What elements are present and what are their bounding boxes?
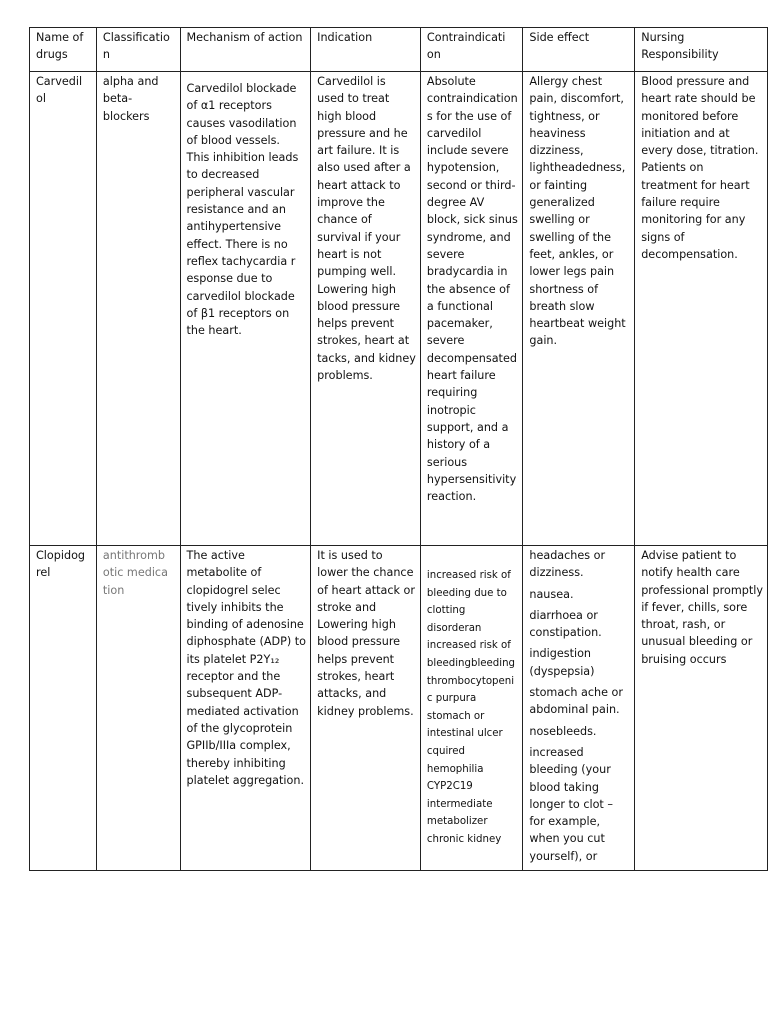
drug-name-cell: Clopidog rel [30,546,97,871]
header-row [30,28,768,72]
header-name: Name of drugs [30,28,97,72]
side-effect-item: stomach ache or abdominal pain. [529,686,623,717]
classification-cell: alpha and beta-blockers [96,72,180,546]
side-effect-item: nosebleeds. [529,724,597,738]
side-effect-item: indigestion (dyspepsia) [529,647,595,678]
side-effect-item: headaches or dizziness. [529,549,606,580]
header-contraindication: Contraindicati on [420,28,522,72]
nursing-cell: Advise patient to notify health care professional promptly if fever, chills, sore throat, rash, or unusual bleeding or bruising occurs [635,546,768,871]
contraindication-cell: Absolute contraindications for the use of carvedilol include severe hypotension, second or third-degree AV block, sick sinus syndrome, and severe bradycardia in the absence of a functional pacemaker, severe decompensated heart failure requiring inotropic support, and a history of a serious hypersensitivity reaction. [420,72,522,546]
indication-cell: Carvedilol is used to treat high blood pressure and he art failure. It is also used after a heart attack to improve the chance of survival if your heart is not pumping well. Lowering high blood pressure helps prevent strokes, heart at tacks, and kidney problems. [311,72,421,546]
table-row [30,546,768,871]
drug-name-cell: Carvedil ol [30,72,97,546]
contraindication-text: increased risk of bleeding due to clotting disorderan increased risk of bleedingbleeding thrombocytopenic purpura stomach or intestinal ulcer cquired hemophilia CYP2C19 intermediate metabolizer chronic kidney [426,570,516,845]
header-indication: Indication [311,28,421,72]
side-effect-item: nausea. [529,587,574,601]
header-nursing: Nursing Responsibility [635,28,768,72]
side-effect-cell [523,546,635,871]
header-mechanism: Mechanism of action [180,28,311,72]
mechanism-cell: Carvedilol blockade of α1 receptors causes vasodilation of blood vessels. This inhibition leads to decreased peripheral vascular resistance and an antihypertensive effect. There is no reflex tachycardia r esponse due to carvedilol blockade of β1 receptors on the heart. [180,72,311,546]
header-classification: Classificatio n [96,28,180,72]
side-effect-item: increased bleeding (your blood taking longer to clot – for example, when you cut yourself), or [529,745,613,863]
classification-cell: antithromb otic medica tion [96,546,180,871]
contraindication-cell [420,546,522,871]
indication-cell: It is used to lower the chance of heart attack or stroke and Lowering high blood pressure helps prevent strokes, heart attacks, and kidney problems. [311,546,421,871]
side-effect-item: diarrhoea or constipation. [529,608,602,640]
mechanism-cell: The active metabolite of clopidogrel selec tively inhibits the binding of adenosine diphosphate (ADP) to its platelet P2Y₁₂ receptor and the subsequent ADP-mediated activation of the glycoprotein GPIIb/IIIa complex, thereby inhibiting platelet aggregation. [180,546,311,871]
header-side-effect: Side effect [523,28,635,72]
side-effect-cell: Allergy chest pain, discomfort, tightness, or heaviness dizziness, lightheadedness, or fainting generalized swelling or swelling of the feet, ankles, or lower legs pain shortness of breath slow heartbeat weight gain. [523,72,635,546]
drug-table [29,27,768,871]
table-row [30,72,768,546]
nursing-cell: Blood pressure and heart rate should be monitored before initiation and at every dose, titration. Patients on treatment for heart failure require monitoring for any signs of decompensation. [635,72,768,546]
